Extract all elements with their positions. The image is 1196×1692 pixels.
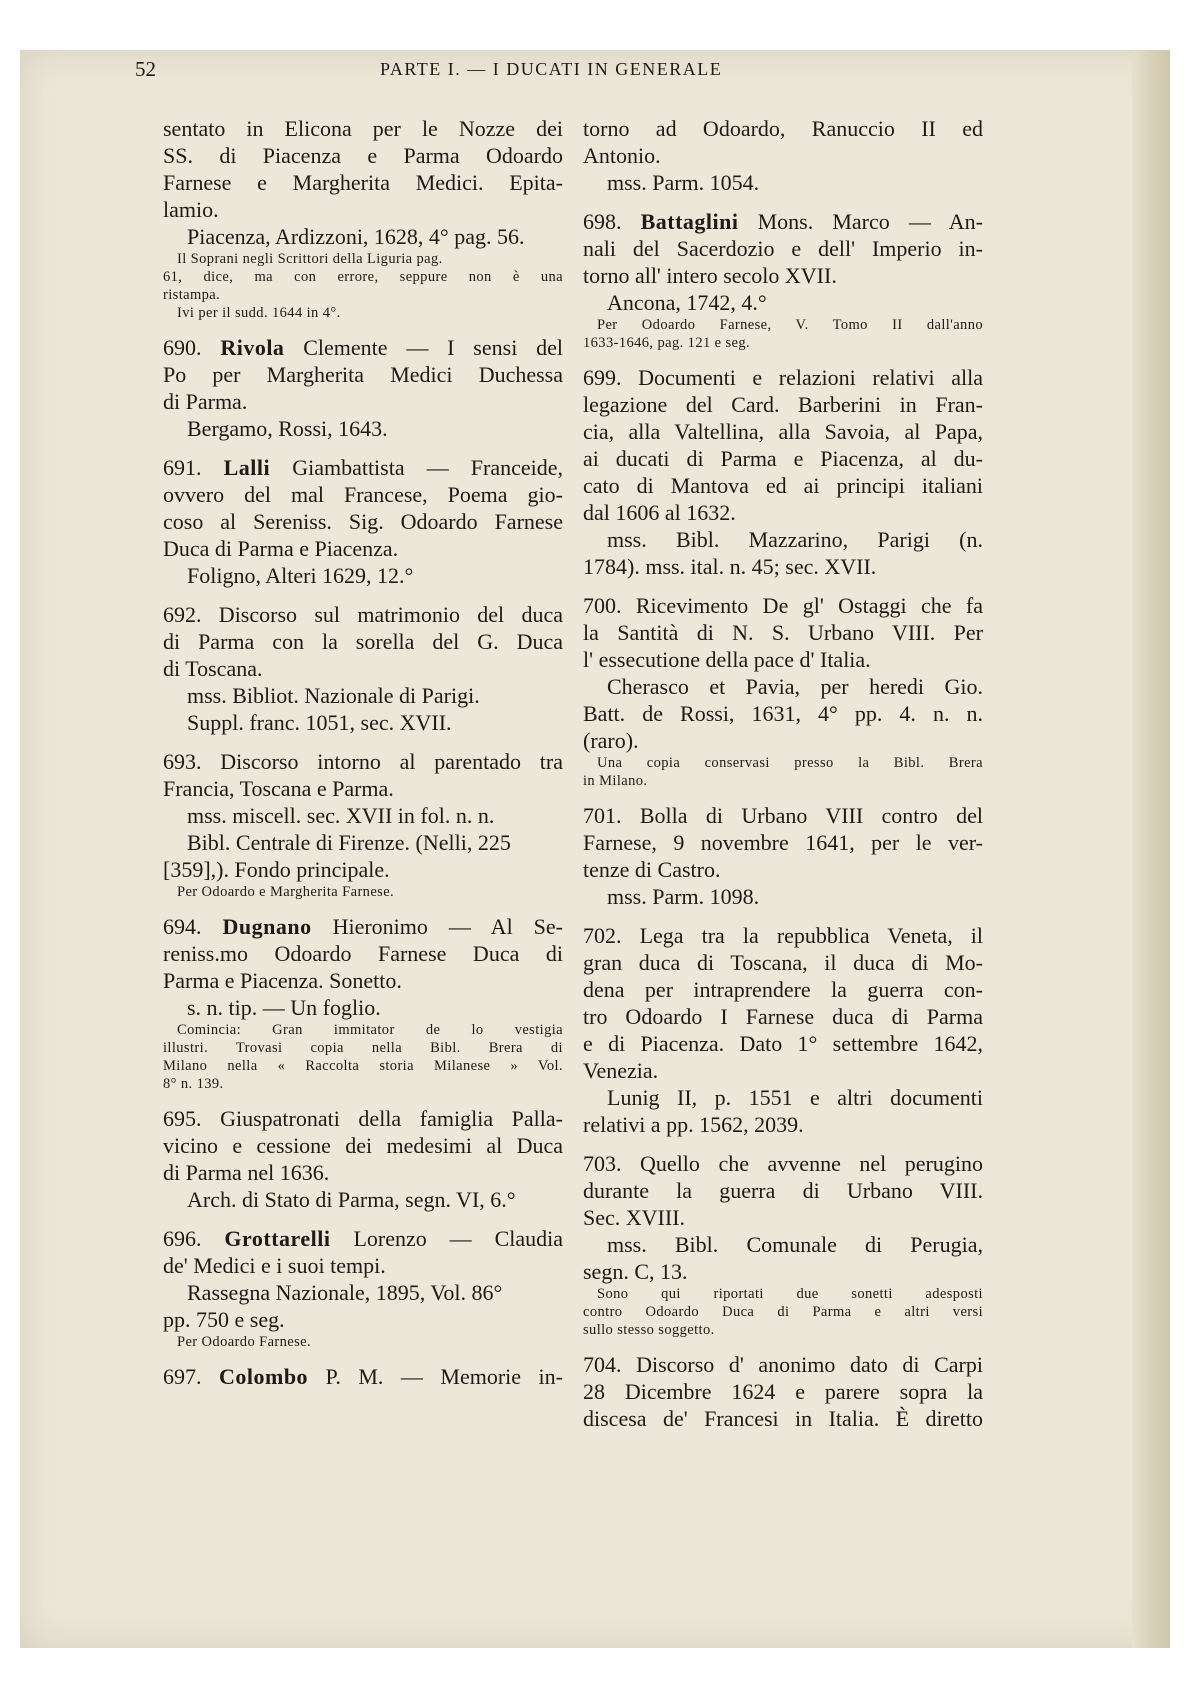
text-line: dal 1606 al 1632. xyxy=(583,500,736,525)
note-line: Per Odoardo Farnese, V. Tomo II dall'anno xyxy=(597,317,983,333)
text-line: s. n. tip. — Un foglio. xyxy=(187,995,381,1020)
note-line: illustri. Trovasi copia nella Bibl. Brera di xyxy=(163,1040,563,1056)
author-name: Lalli xyxy=(223,455,271,480)
text-line: Parma e Piacenza. Sonetto. xyxy=(163,968,402,993)
text-line: Francia, Toscana e Parma. xyxy=(163,776,394,801)
text-line: sentato in Elicona per le Nozze dei xyxy=(163,116,563,141)
text-line: di Toscana. xyxy=(163,656,263,681)
entry-number: 698. xyxy=(583,209,622,234)
entry-692 xyxy=(163,601,563,736)
text-line: Arch. di Stato di Parma, segn. VI, 6.° xyxy=(187,1187,516,1212)
text-line: l' essecutione della pace d' Italia. xyxy=(583,647,871,672)
text-line: nali del Sacerdozio e dell' Imperio in- xyxy=(583,236,983,261)
page-number: 52 xyxy=(135,57,156,81)
note-line: Per Odoardo e Margherita Farnese. xyxy=(177,884,395,900)
text-line: tro Odoardo I Farnese duca di Parma xyxy=(583,1004,983,1029)
text-line: Lorenzo — Claudia xyxy=(330,1226,563,1251)
text-line: Po per Margherita Medici Duchessa xyxy=(163,362,563,387)
text-line: gran duca di Toscana, il duca di Mo- xyxy=(583,950,983,975)
text-line: Foligno, Alteri 1629, 12.° xyxy=(187,563,414,588)
author-name: Dugnano xyxy=(222,914,312,939)
book-spine-shadow xyxy=(1132,50,1170,1648)
entry-694 xyxy=(163,913,563,1093)
entry-703 xyxy=(583,1150,983,1339)
text-line: legazione del Card. Barberini in Fran- xyxy=(583,392,983,417)
text-line: 701. Bolla di Urbano VIII contro del xyxy=(583,803,983,828)
text-line: la Santità di N. S. Urbano VIII. Per xyxy=(583,620,983,645)
text-line: 702. Lega tra la repubblica Veneta, il xyxy=(583,923,983,948)
text-line: mss. Parm. 1098. xyxy=(607,884,760,909)
running-title: PARTE I. — I DUCATI IN GENERALE xyxy=(380,59,723,79)
text-line: vicino e cessione dei medesimi al Duca xyxy=(163,1133,563,1158)
text-line: pp. 750 e seg. xyxy=(163,1307,285,1332)
text-line: Farnese e Margherita Medici. Epita- xyxy=(163,170,563,195)
text-line: torno ad Odoardo, Ranuccio II ed xyxy=(583,116,983,141)
entry-number: 691. xyxy=(163,455,202,480)
entry-702 xyxy=(583,922,983,1138)
entry-heading xyxy=(163,334,563,361)
entry-heading xyxy=(163,454,563,481)
note-line: Sono qui riportati due sonetti adesposti xyxy=(597,1286,983,1302)
text-line: reniss.mo Odoardo Farnese Duca di xyxy=(163,941,563,966)
text-line: cato di Mantova ed ai principi italiani xyxy=(583,473,983,498)
text-line: cia, alla Valtellina, alla Savoia, al Papa, xyxy=(583,419,983,444)
note-line: Il Soprani negli Scrittori della Liguria pag. xyxy=(177,251,443,267)
text-line: mss. Bibl. Comunale di Perugia, xyxy=(607,1232,983,1257)
text-line: mss. miscell. sec. XVII in fol. n. n. xyxy=(187,803,495,828)
text-line: 699. Documenti e relazioni relativi alla xyxy=(583,365,983,390)
text-line: Bergamo, Rossi, 1643. xyxy=(187,416,388,441)
text-line: 693. Discorso intorno al parentado tra xyxy=(163,749,563,774)
note-line: ristampa. xyxy=(163,287,221,303)
text-line: SS. di Piacenza e Parma Odoardo xyxy=(163,143,563,168)
author-name: Battaglini xyxy=(640,209,739,234)
entry-691 xyxy=(163,454,563,589)
text-line: Clemente — I sensi del xyxy=(284,335,563,360)
right-column xyxy=(583,115,983,1444)
entry-700 xyxy=(583,592,983,790)
text-line: (raro). xyxy=(583,728,639,753)
entry-696 xyxy=(163,1225,563,1351)
entry-693 xyxy=(163,748,563,901)
text-line: Farnese, 9 novembre 1641, per le ver- xyxy=(583,830,983,855)
text-line: Venezia. xyxy=(583,1058,659,1083)
text-line: Suppl. franc. 1051, sec. XVII. xyxy=(187,710,452,735)
text-line: e di Piacenza. Dato 1° settembre 1642, xyxy=(583,1031,983,1056)
text-line: Lunig II, p. 1551 e altri documenti xyxy=(607,1085,983,1110)
text-line: mss. Bibl. Mazzarino, Parigi (n. xyxy=(607,527,983,552)
text-line: dena per intraprendere la guerra con- xyxy=(583,977,983,1002)
entry-heading xyxy=(583,208,983,235)
text-line: 695. Giuspatronati della famiglia Palla- xyxy=(163,1106,563,1131)
text-line: torno all' intero secolo XVII. xyxy=(583,263,837,288)
entry-number: 690. xyxy=(163,335,202,360)
text-line: di Parma con la sorella del G. Duca xyxy=(163,629,563,654)
text-line: durante la guerra di Urbano VIII. xyxy=(583,1178,983,1203)
entry-heading xyxy=(163,1225,563,1252)
note-line: Comincia: Gran immitator de lo vestigia xyxy=(177,1022,563,1038)
text-line: Mons. Marco — An- xyxy=(738,209,983,234)
text-line: di Parma. xyxy=(163,389,248,414)
text-line: Piacenza, Ardizzoni, 1628, 4° pag. 56. xyxy=(187,224,525,249)
note-line: 61, dice, ma con errore, seppure non è una xyxy=(163,269,563,285)
entry-699 xyxy=(583,364,983,580)
text-line: P. M. — Memorie in- xyxy=(308,1364,563,1389)
text-line: relativi a pp. 1562, 2039. xyxy=(583,1112,804,1137)
entry-number: 697. xyxy=(163,1364,202,1389)
text-line: [359],). Fondo principale. xyxy=(163,857,390,882)
entry-689-continued xyxy=(163,115,563,322)
entry-number: 696. xyxy=(163,1226,202,1251)
text-line: lamio. xyxy=(163,197,219,222)
entry-695 xyxy=(163,1105,563,1213)
note-line: sullo stesso soggetto. xyxy=(583,1322,715,1338)
text-line: Rassegna Nazionale, 1895, Vol. 86° xyxy=(187,1280,503,1305)
note-line: in Milano. xyxy=(583,773,648,789)
running-header xyxy=(135,57,1075,87)
text-line: di Parma nel 1636. xyxy=(163,1160,330,1185)
entry-698 xyxy=(583,208,983,352)
text-line: 1784). mss. ital. n. 45; sec. XVII. xyxy=(583,554,877,579)
text-line: 704. Discorso d' anonimo dato di Carpi xyxy=(583,1352,983,1377)
author-name: Colombo xyxy=(219,1364,309,1389)
entry-701 xyxy=(583,802,983,910)
text-line: Giambattista — Franceide, xyxy=(270,455,564,480)
author-name: Grottarelli xyxy=(224,1226,331,1251)
text-line: Batt. de Rossi, 1631, 4° pp. 4. n. n. xyxy=(583,701,983,726)
note-line: Per Odoardo Farnese. xyxy=(177,1334,312,1350)
text-line: discesa de' Francesi in Italia. È diretto xyxy=(583,1406,983,1431)
entry-697-continued xyxy=(583,115,983,196)
author-name: Rivola xyxy=(220,335,285,360)
note-line: 1633-1646, pag. 121 e seg. xyxy=(583,335,751,351)
note-line: Ivi per il sudd. 1644 in 4°. xyxy=(177,305,341,321)
entry-697 xyxy=(163,1363,563,1390)
text-line: de' Medici e i suoi tempi. xyxy=(163,1253,386,1278)
text-line: tenze di Castro. xyxy=(583,857,721,882)
text-line: 703. Quello che avvenne nel perugino xyxy=(583,1151,983,1176)
note-line: Una copia conservasi presso la Bibl. Brera xyxy=(597,755,983,771)
text-line: Cherasco et Pavia, per heredi Gio. xyxy=(607,674,983,699)
note-line: Milano nella « Raccolta storia Milanese » Vol. xyxy=(163,1058,563,1074)
text-line: mss. Parm. 1054. xyxy=(607,170,760,195)
text-line: Duca di Parma e Piacenza. xyxy=(163,536,399,561)
text-line: ai ducati di Parma e Piacenza, al du- xyxy=(583,446,983,471)
text-line: 700. Ricevimento De gl' Ostaggi che fa xyxy=(583,593,983,618)
note-line: 8° n. 139. xyxy=(163,1076,224,1092)
text-line: Bibl. Centrale di Firenze. (Nelli, 225 xyxy=(187,830,511,855)
text-line: Sec. XVIII. xyxy=(583,1205,686,1230)
entry-heading xyxy=(163,913,563,940)
text-line: coso al Sereniss. Sig. Odoardo Farnese xyxy=(163,509,563,534)
text-line: Ancona, 1742, 4.° xyxy=(607,290,767,315)
text-line: Hieronimo — Al Se- xyxy=(311,914,563,939)
text-line: Antonio. xyxy=(583,143,661,168)
text-line: 28 Dicembre 1624 e parere sopra la xyxy=(583,1379,983,1404)
note-line: contro Odoardo Duca di Parma e altri versi xyxy=(583,1304,983,1320)
text-line: 692. Discorso sul matrimonio del duca xyxy=(163,602,563,627)
entry-690 xyxy=(163,334,563,442)
text-line: mss. Bibliot. Nazionale di Parigi. xyxy=(187,683,480,708)
left-column xyxy=(163,115,563,1402)
entry-704 xyxy=(583,1351,983,1432)
entry-number: 694. xyxy=(163,914,202,939)
text-line: segn. C, 13. xyxy=(583,1259,688,1284)
entry-heading xyxy=(163,1363,563,1390)
text-line: ovvero del mal Francese, Poema gio- xyxy=(163,482,563,507)
